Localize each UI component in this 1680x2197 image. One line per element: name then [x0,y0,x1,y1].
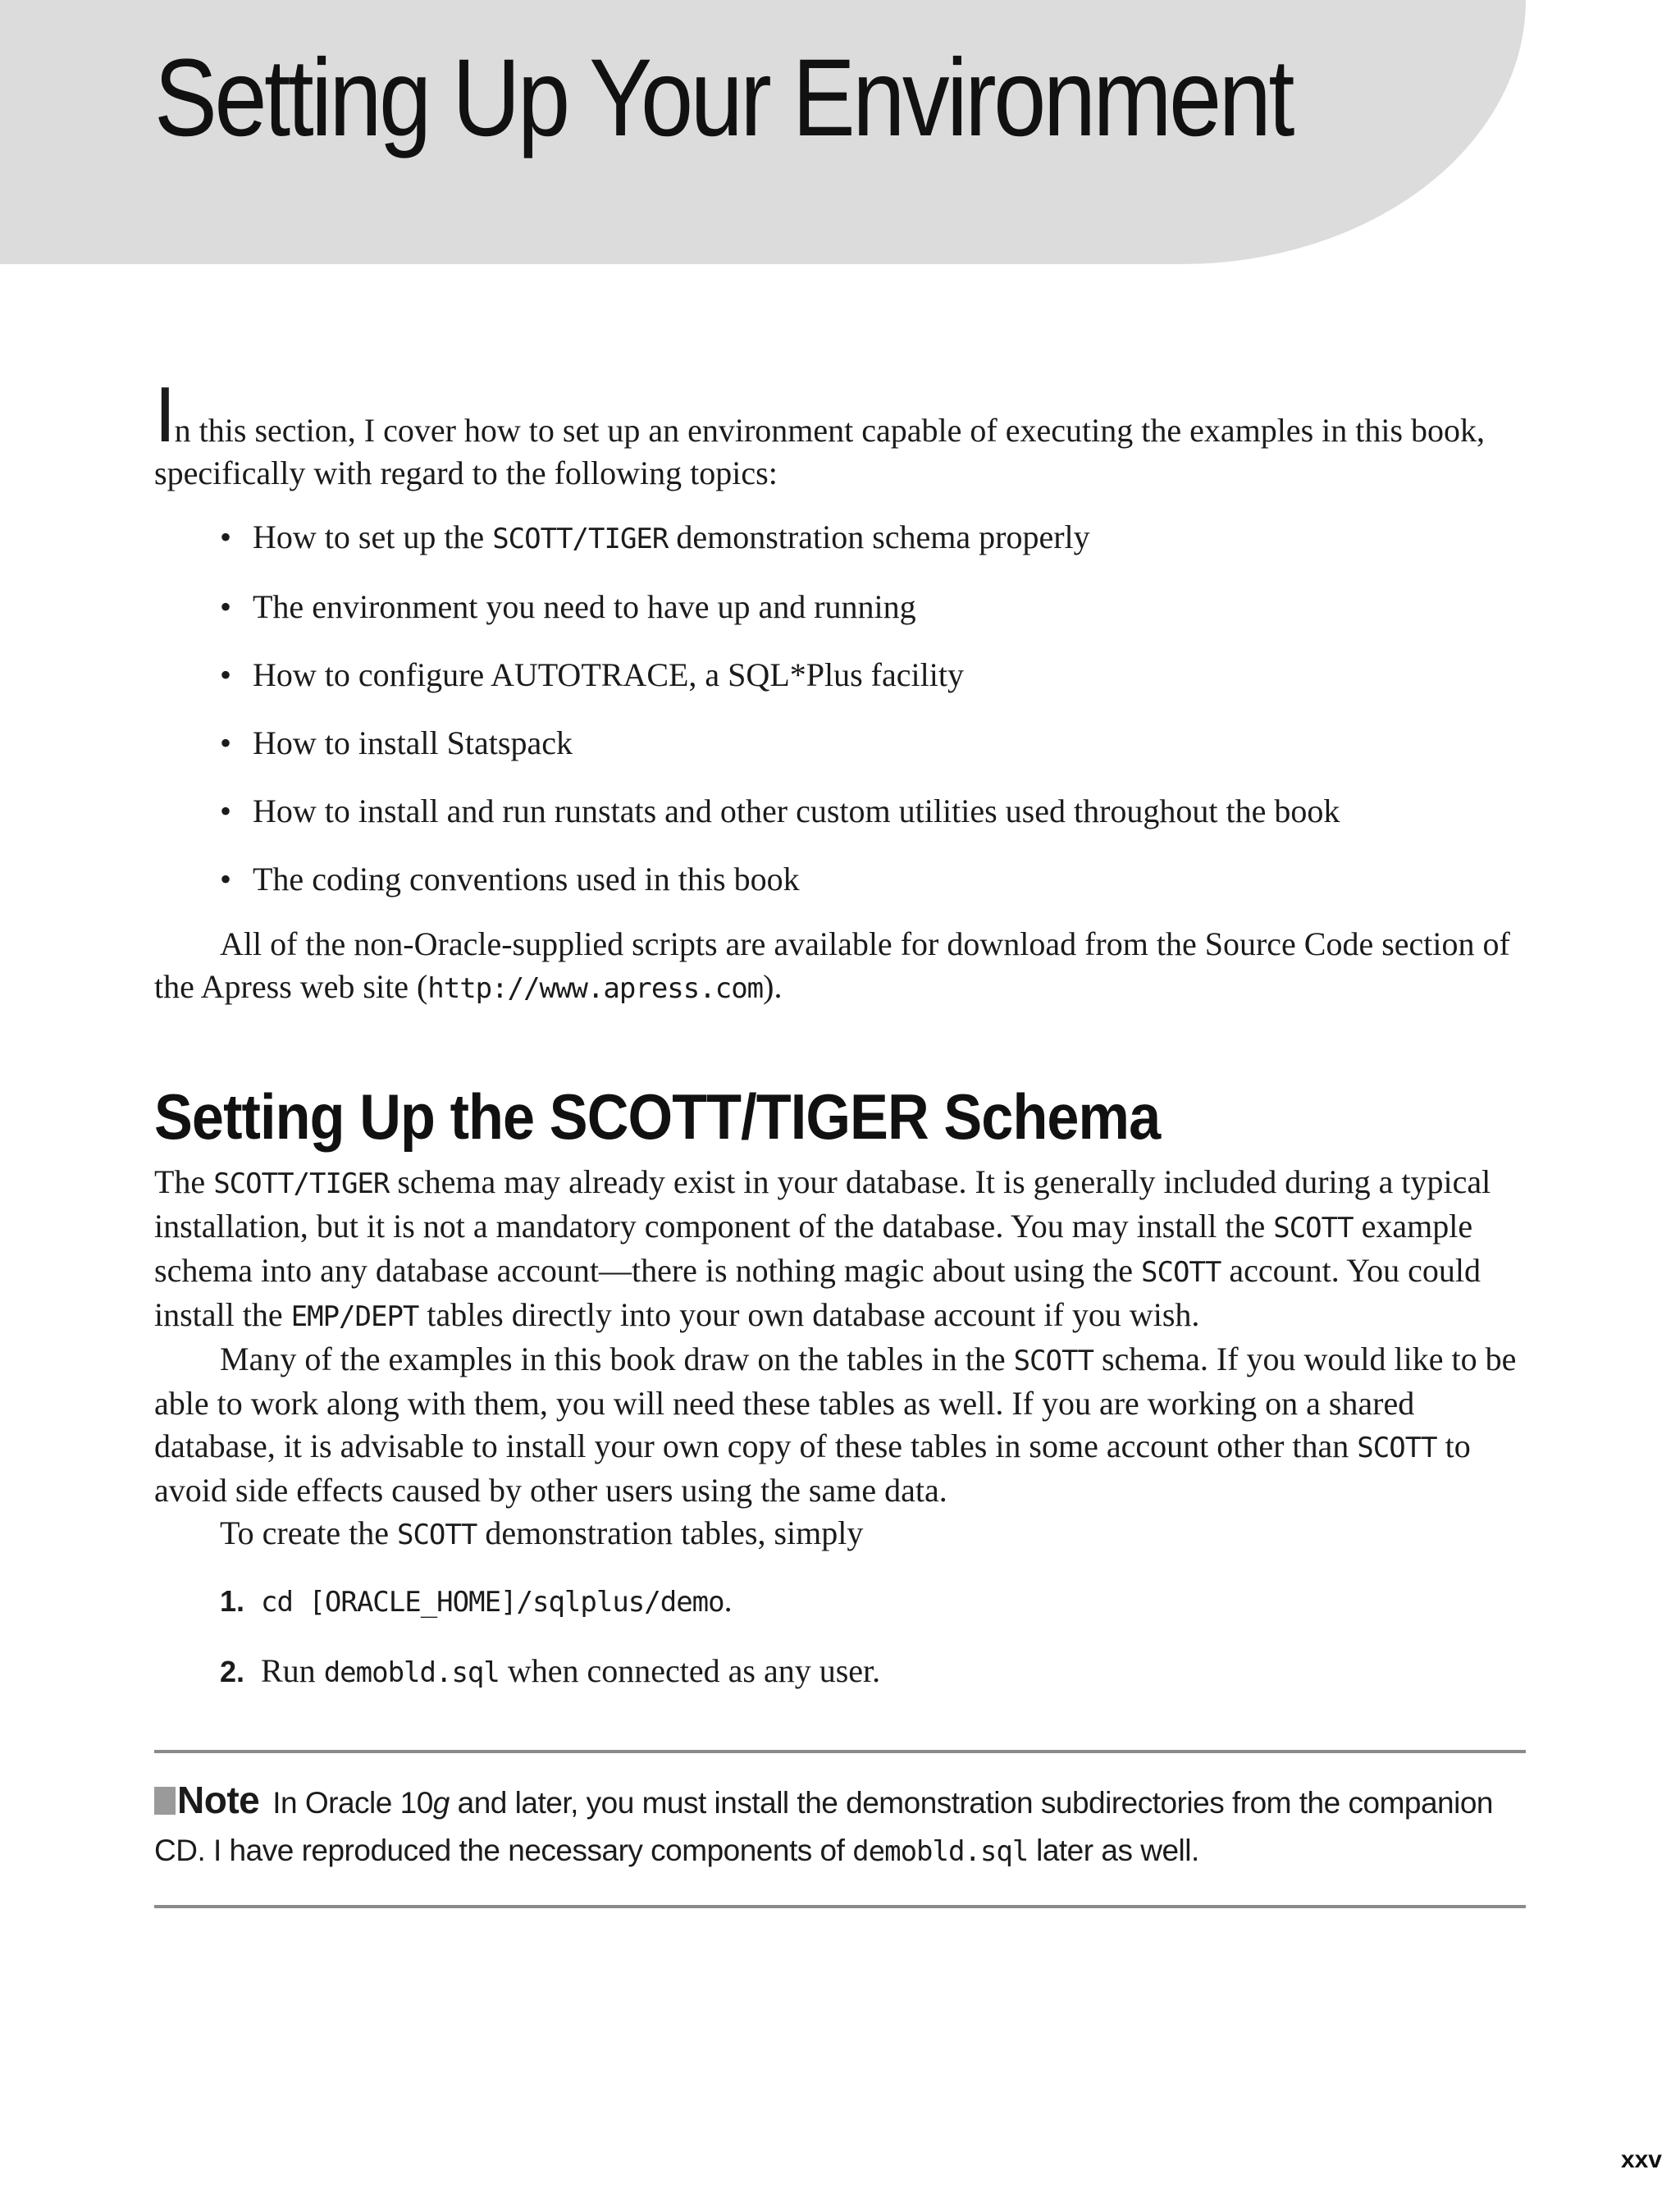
note-box [154,1750,1526,1908]
inline-code: SCOTT [1357,1432,1437,1464]
inline-code: SCOTT [1273,1212,1354,1245]
section-paragraph-2: Many of the examples in this book draw on the tables in the SCOTT schema. If you would like to be able to work along with them, you will need these tables as well. If you are working on a shared database, it is advisable to install your own copy of these tables in some account other than SCOTT to avoid side effects caused by other users using the same data. [154,1341,1517,1509]
page-content [154,371,1526,1908]
note-text: Note In Oracle 10g and later, you must install the demonstration subdirectories from the companion CD. I have reproduced the necessary components of demobld.sql later as well. [154,1779,1494,1868]
apress-url-link[interactable]: http://www.apress.com [427,972,764,1005]
bullet-icon: • [220,518,232,555]
topics-list [154,516,1526,901]
step-number: 2. [220,1655,245,1688]
list-item: • How to install Statspack [220,722,1526,765]
inline-code: demobld.sql [323,1656,500,1689]
bullet-icon: • [220,656,232,693]
bullet-icon: • [220,724,232,761]
list-item: • How to configure AUTOTRACE, a SQL*Plus facility [220,654,1526,697]
intro-paragraph [154,371,1526,495]
list-item: • The coding conventions used in this book [220,858,1526,901]
list-item: 1. cd [ORACLE_HOME]/sqlplus/demo. [220,1579,1526,1624]
inline-code: demobld.sql [852,1835,1029,1868]
inline-code: SCOTT [396,1519,477,1551]
list-item: • The environment you need to have up and running [220,586,1526,628]
inline-code: SCOTT [1141,1256,1221,1289]
steps-list [154,1579,1526,1694]
intro-text: n this section, I cover how to set up an environment capable of executing the examples in this book, specifically with regard to the following topics: [154,412,1486,491]
note-label: Note [177,1779,260,1821]
step-number: 1. [220,1584,245,1618]
inline-code: cd [ORACLE_HOME]/sqlplus/demo [261,1586,724,1619]
section-heading: Setting Up the SCOTT/TIGER Schema [154,1080,1161,1153]
inline-code: EMP/DEPT [290,1300,419,1333]
list-item: • How to set up the SCOTT/TIGER demonstration schema properly [220,516,1526,560]
section-paragraph-3: To create the SCOTT demonstration tables, simply [220,1514,864,1551]
note-marker-icon [154,1787,176,1815]
section-paragraph-1: The SCOTT/TIGER schema may already exist in your database. It is generally included during a typical installation, but it is not a mandatory component of the database. You may install the SCOTT example schema into any database account—there is nothing magic about using the SCOTT account. You could install the EMP/DEPT tables directly into your own database account if you wish. [154,1163,1491,1333]
downloads-paragraph: All of the non-Oracle-supplied scripts are available for download from the Source Code section of the Apress web site (http://www.apress.com). [154,925,1510,1005]
list-item: • How to install and run runstats and other custom utilities used throughout the book [220,790,1526,833]
drop-cap: I [154,371,175,459]
bullet-icon: • [220,588,232,625]
inline-code: SCOTT/TIGER [213,1167,390,1200]
page-number: xxv [1620,2146,1662,2173]
inline-code: SCOTT/TIGER [492,523,669,555]
bullet-icon: • [220,792,232,829]
chapter-title: Setting Up Your Environment [154,37,1292,159]
inline-code: SCOTT [1013,1345,1093,1377]
bullet-icon: • [220,861,232,898]
list-item: 2. Run demobld.sql when connected as any user. [220,1650,1526,1694]
